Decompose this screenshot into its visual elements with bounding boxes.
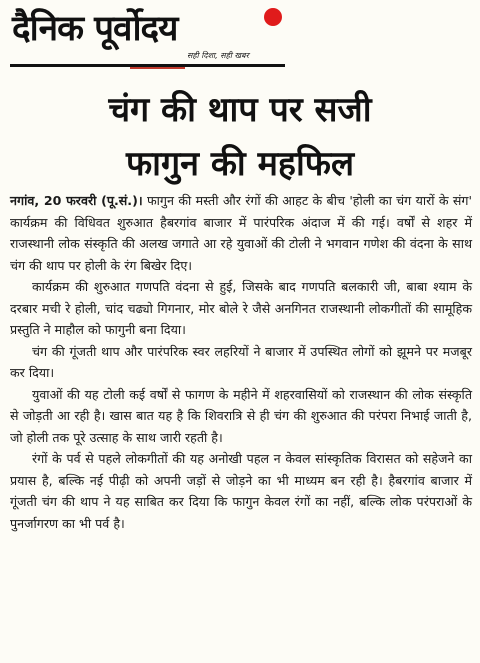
article-paragraph-4: युवाओं की यह टोली कई वर्षों से फागण के महीने में शहरवासियों को राजस्थान की लोक संस्कृति से जोड़ती आ रही है। खास बात यह है कि शिवरात्रि से ही चंग की शुरुआत की परंपरा निभाई जाती है, जो होली तक पूरे उत्साह के साथ जारी रहती है। — [10, 386, 472, 445]
newspaper-logo: दैनिक पूर्वोदय — [12, 9, 178, 49]
article-paragraph-1 — [10, 190, 472, 276]
masthead-tagline: सही दिशा, सही खबर — [187, 51, 249, 60]
masthead-red-rule — [130, 67, 185, 69]
headline-line-1: चंग की थाप पर सजी — [108, 90, 372, 130]
paragraph-text: फागुन की मस्ती और रंगों की आहट के बीच 'होली का चंग यारों के संग' कार्यक्रम की विधिवत शुरुआत हैबरगांव बाजार में पारंपरिक अंदाज में की गई। वर्षों से शहर में राजस्थानी लोक संस्कृति की अलख जगाते आ रहे युवाओं की टोली ने भगवान गणेश की वंदना के साथ चंग की थाप पर होली के रंग बिखेर दिए। — [10, 193, 472, 273]
logo-red-dot-icon — [264, 8, 282, 26]
article-paragraph-5: रंगों के पर्व से पहले लोकगीतों की यह अनोखी पहल न केवल सांस्कृतिक विरासत को सहेजने का प्रयास है, बल्कि नई पीढ़ी को अपनी जड़ों से जोड़ने का भी माध्यम बन रही है। हैबरगांव बाजार में गूंजती चंग की थाप ने यह साबित कर दिया कि फागुन केवल रंगों का नहीं, बल्कि लोक परंपराओं के पुनर्जागरण का भी पर्व है। — [10, 451, 472, 531]
headline-line-2: फागुन की महफिल — [125, 144, 355, 184]
article-paragraph-3: चंग की गूंजती थाप और पारंपरिक स्वर लहरियों ने बाजार में उपस्थित लोगों को झूमने पर मजबूर कर दिया। — [10, 343, 472, 380]
article-body — [10, 190, 472, 534]
article-paragraph-2: कार्यक्रम की शुरुआत गणपति वंदना से हुई, जिसके बाद गणपति बलकारी जी, बाबा श्याम के दरबार मची रे होली, चांद चढ्यो गिगनार, मोर बोले रे जैसे अनगिनत राजस्थानी लोकगीतों की सामूहिक प्रस्तुति ने माहौल को फागुनी बना दिया। — [10, 279, 472, 337]
dateline: नगांव, 20 फरवरी (पू.सं.)। — [10, 193, 143, 208]
masthead — [10, 4, 285, 68]
